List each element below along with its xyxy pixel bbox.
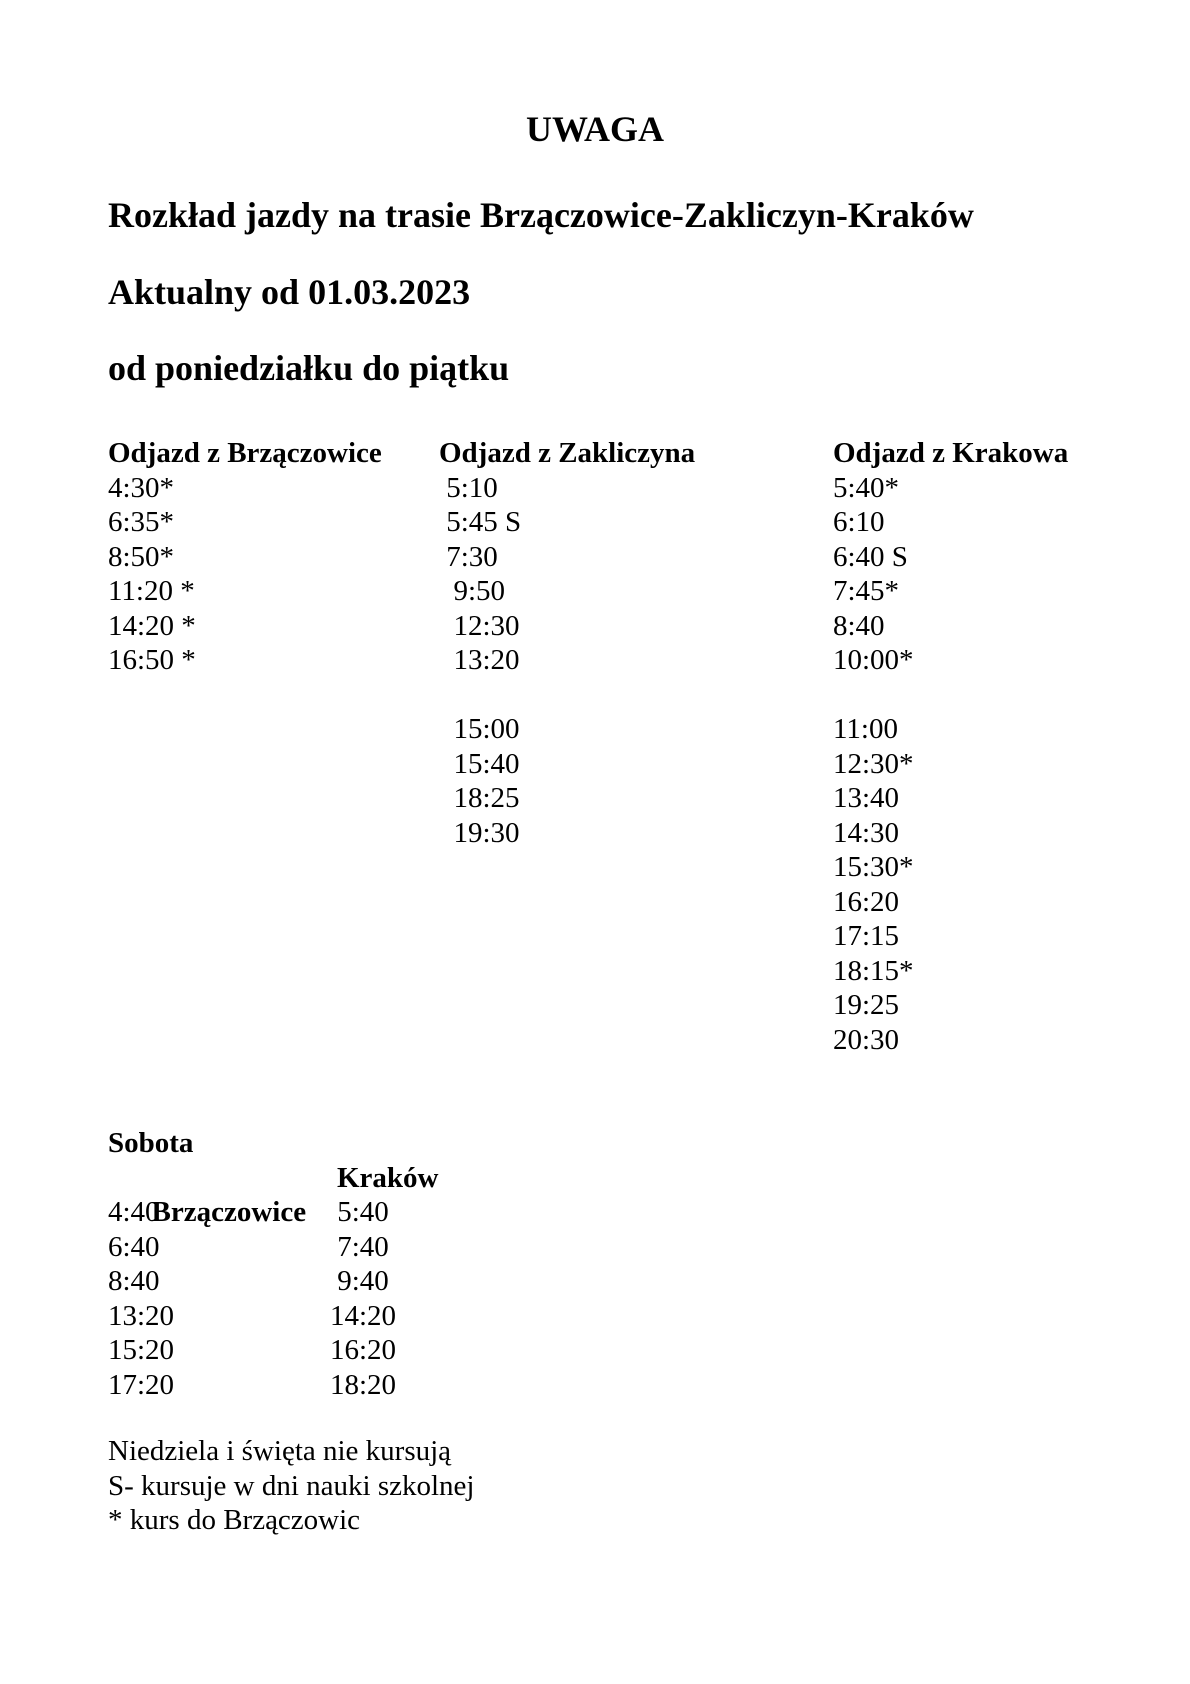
departure-time: 19:25 — [833, 989, 900, 1021]
departure-time: 7:30 — [439, 540, 498, 573]
column-header-zakliczyn: Odjazd z Zakliczyna — [439, 437, 696, 469]
departure-time: 14:20 * — [108, 609, 196, 642]
departure-times-zakliczyn — [439, 471, 695, 851]
departure-time: 12:30 — [439, 609, 520, 642]
departure-time: 15:40 — [439, 747, 520, 780]
saturday-row — [108, 1264, 389, 1299]
saturday-krakow-time: 18:20 — [330, 1368, 397, 1401]
saturday-row — [108, 1299, 397, 1334]
departure-time: 18:25 — [439, 782, 520, 814]
departure-time: 9:50 — [439, 575, 506, 607]
blank-line — [833, 678, 1068, 713]
departure-time: 13:40 — [833, 782, 900, 814]
saturday-title: Sobota — [108, 1127, 194, 1159]
departure-time: 8:40 — [833, 609, 885, 642]
departure-time: 12:30* — [833, 747, 914, 780]
note-school-days: S- kursuje w dni nauki szkolnej — [108, 1469, 475, 1502]
departure-times-brzaczowice — [108, 471, 382, 678]
saturday-col2-header: Kraków — [337, 1161, 439, 1194]
departure-time: 13:20 — [439, 644, 520, 676]
departure-time: 5:10 — [439, 471, 498, 504]
saturday-row — [108, 1195, 389, 1230]
saturday-krakow-time: 16:20 — [330, 1334, 397, 1366]
page-title: UWAGA — [525, 109, 664, 149]
column-header-krakow: Odjazd z Krakowa — [833, 437, 1069, 469]
departure-time: 5:40* — [833, 471, 900, 504]
saturday-col1-header: Brzączowice — [151, 1196, 307, 1228]
weekday-column-zakliczyn — [439, 436, 695, 850]
route-heading: Rozkład jazdy na trasie Brzączowice-Zakliczyn-Kraków — [108, 195, 974, 235]
blank-line — [439, 678, 695, 713]
note-sunday: Niedziela i święta nie kursują — [108, 1435, 452, 1467]
departure-time: 15:30* — [833, 851, 914, 883]
saturday-brzaczowice-time: 8:40 — [108, 1265, 160, 1297]
departure-times-krakow — [833, 471, 1068, 1058]
saturday-brzaczowice-time: 4:40 — [108, 1196, 160, 1228]
departure-time: 11:00 — [833, 713, 898, 745]
valid-from-heading: Aktualny od 01.03.2023 — [108, 272, 471, 312]
departure-time: 17:15 — [833, 920, 900, 952]
saturday-brzaczowice-time: 13:20 — [108, 1299, 175, 1332]
departure-time: 5:45 S — [439, 506, 522, 538]
saturday-brzaczowice-time: 15:20 — [108, 1334, 175, 1366]
departure-time: 7:45* — [833, 575, 900, 607]
departure-time: 14:30 — [833, 816, 900, 849]
saturday-row — [108, 1368, 397, 1403]
departure-time: 11:20 * — [108, 575, 195, 607]
saturday-row — [108, 1230, 389, 1265]
saturday-krakow-time: 7:40 — [330, 1230, 389, 1263]
departure-time: 10:00* — [833, 644, 914, 676]
departure-time: 6:35* — [108, 506, 175, 538]
saturday-krakow-time: 5:40 — [330, 1196, 389, 1228]
departure-time: 20:30 — [833, 1023, 900, 1056]
weekday-column-brzaczowice — [108, 436, 382, 678]
weekday-column-krakow — [833, 436, 1068, 1057]
departure-time: 6:10 — [833, 506, 885, 538]
saturday-section — [108, 1126, 439, 1402]
departure-time: 6:40 S — [833, 540, 908, 573]
saturday-krakow-time: 9:40 — [330, 1265, 389, 1297]
departure-time: 4:30* — [108, 471, 175, 504]
note-asterisk: * kurs do Brzączowic — [108, 1504, 361, 1536]
departure-time: 19:30 — [439, 816, 520, 849]
saturday-rows — [108, 1195, 397, 1402]
departure-time: 15:00 — [439, 713, 520, 745]
saturday-row — [108, 1333, 397, 1368]
departure-time: 16:20 — [833, 885, 900, 918]
departure-time: 8:50* — [108, 540, 175, 573]
departure-time: 18:15* — [833, 954, 914, 987]
departure-time: 16:50 * — [108, 644, 196, 676]
notes-section — [108, 1434, 474, 1538]
saturday-krakow-time: 14:20 — [330, 1299, 397, 1332]
column-header-brzaczowice: Odjazd z Brzączowice — [108, 437, 382, 469]
saturday-brzaczowice-time: 17:20 — [108, 1368, 175, 1401]
weekday-heading: od poniedziałku do piątku — [108, 348, 510, 388]
saturday-brzaczowice-time: 6:40 — [108, 1230, 160, 1263]
